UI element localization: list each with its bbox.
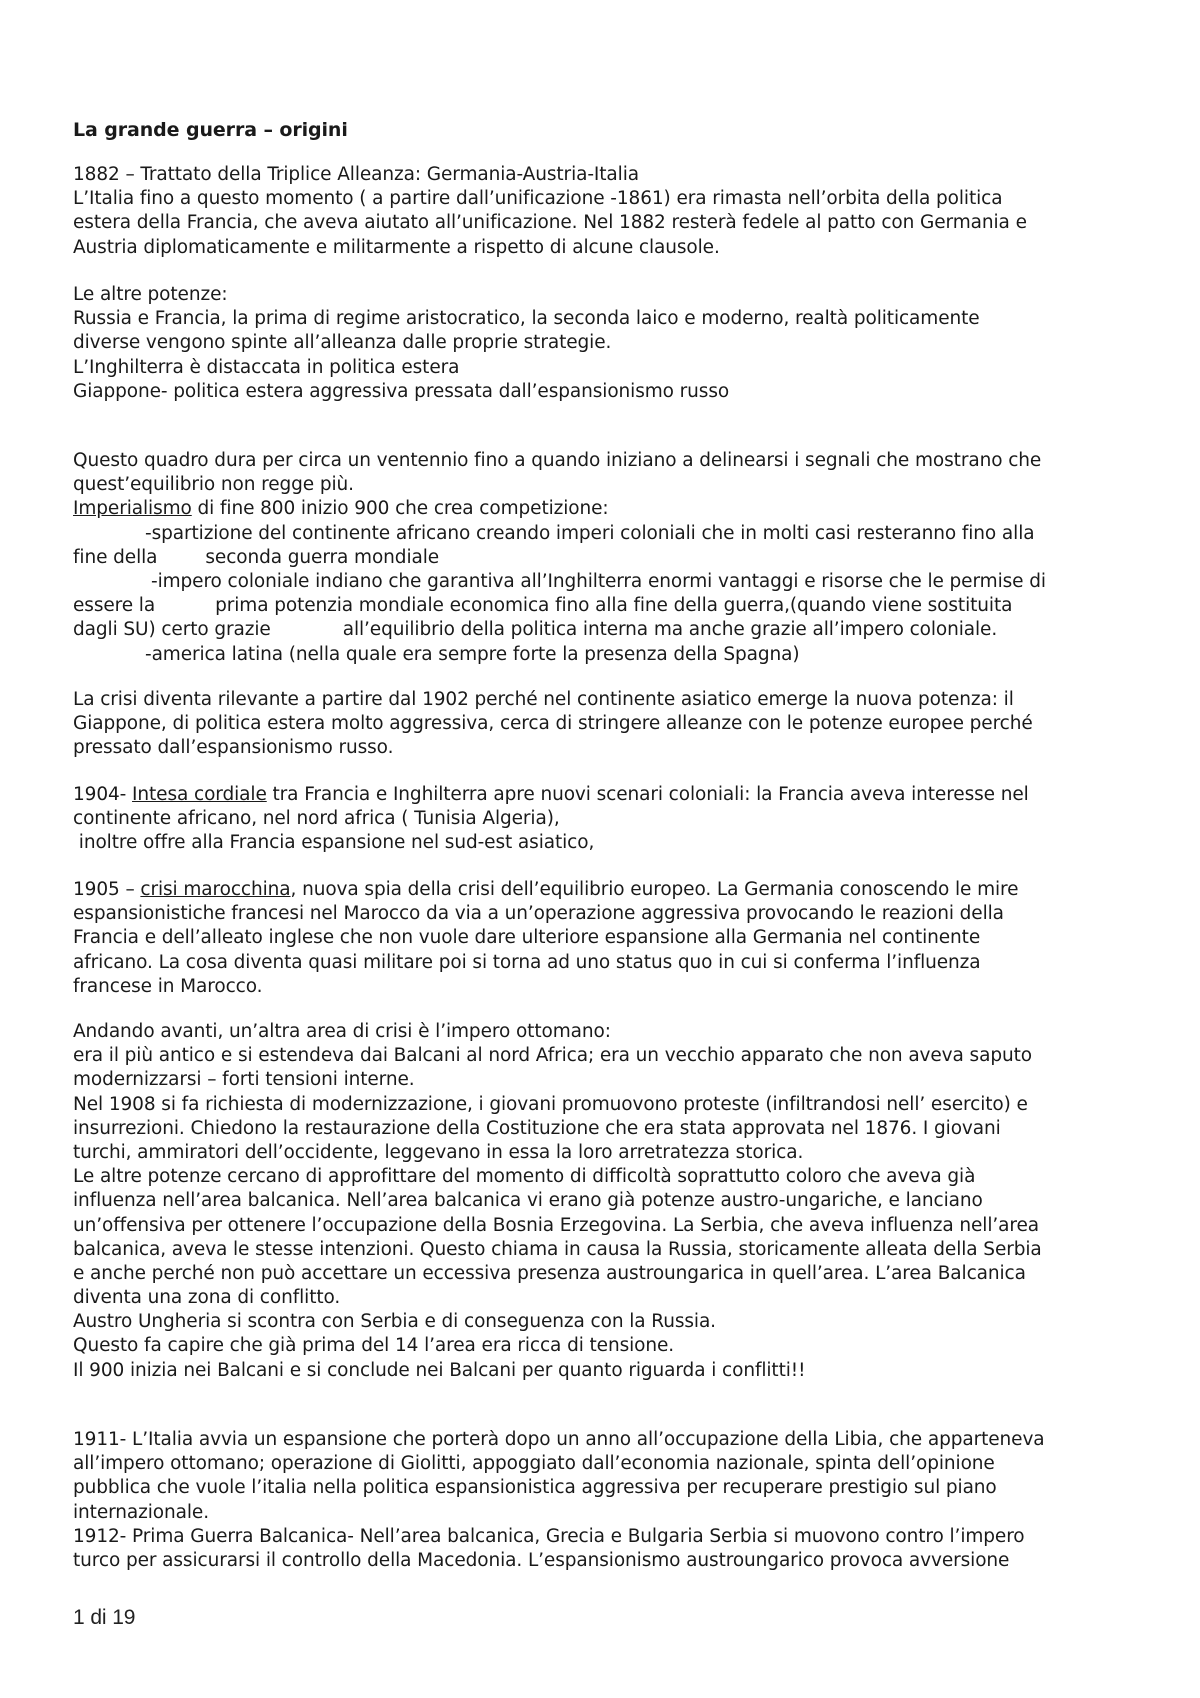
document-title: La grande guerra – origini bbox=[73, 119, 348, 141]
underlined-term: Imperialismo bbox=[73, 498, 192, 520]
text-line: Questo fa capire che già prima del 14 l’area era ricca di tensione. bbox=[73, 1335, 675, 1357]
text-line: un’offensiva per ottenere l’occupazione della Bosnia Erzegovina. La Serbia, che aveva influenza nell’area bbox=[73, 1214, 1039, 1236]
text-line: inoltre offre alla Francia espansione nel sud-est asiatico, bbox=[73, 832, 595, 854]
text-line: -impero coloniale indiano che garantiva all’Inghilterra enormi vantaggi e risorse che le permise di bbox=[151, 570, 1046, 592]
text-line: diverse vengono spinte all’alleanza dalle proprie strategie. bbox=[73, 332, 612, 354]
text-line: pressato dall’espansionismo russo. bbox=[73, 737, 394, 759]
paragraph-intesa-cordiale bbox=[73, 783, 1143, 856]
text-line: balcanica, aveva le stesse intenzioni. Questo chiama in causa la Russia, storicamente alleata della Serbia bbox=[73, 1238, 1042, 1260]
text-span: dagli SU) certo grazie bbox=[73, 619, 271, 641]
text-line: Le altre potenze cercano di approfittare del momento di difficoltà soprattutto coloro che aveva già bbox=[73, 1166, 976, 1188]
text-span: seconda guerra mondiale bbox=[205, 546, 440, 568]
text-line: Francia e dell’alleato inglese che non vuole dare ulteriore espansione alla Germania nel continente bbox=[73, 927, 981, 949]
text-line bbox=[73, 783, 1143, 807]
text-line: Il 900 inizia nei Balcani e si conclude nei Balcani per quanto riguarda i conflitti!! bbox=[73, 1359, 806, 1381]
text-line: continente africano, nel nord africa ( Tunisia Algeria), bbox=[73, 808, 560, 830]
text-line bbox=[73, 618, 1143, 642]
paragraph-imperialismo bbox=[73, 449, 1143, 667]
text-line: L’Inghilterra è distaccata in politica estera bbox=[73, 356, 460, 378]
text-line: -america latina (nella quale era sempre forte la presenza della Spagna) bbox=[145, 643, 800, 665]
text-line bbox=[73, 594, 1143, 618]
text-line: internazionale. bbox=[73, 1501, 209, 1523]
text-line: 1911- L’Italia avvia un espansione che porterà dopo un anno all’occupazione della Libia, che apparteneva bbox=[73, 1429, 1045, 1450]
paragraph-triplice bbox=[73, 163, 1143, 260]
text-line: era il più antico e si estendeva dai Balcani al nord Africa; era un vecchio apparato che non aveva saputo bbox=[73, 1045, 1032, 1067]
underlined-term: crisi marocchina bbox=[140, 879, 291, 900]
text-line bbox=[73, 546, 1143, 570]
text-line: Giappone, di politica estera molto aggressiva, cerca di stringere alleanze con le potenze europee perché bbox=[73, 713, 1033, 735]
text-line: Questo quadro dura per circa un ventennio fino a quando iniziano a delinearsi i segnali che mostrano che bbox=[73, 450, 1042, 471]
text-span: 1904- bbox=[73, 784, 133, 805]
text-span: all’equilibrio della politica interna ma anche grazie all’impero coloniale. bbox=[342, 619, 998, 641]
text-line: Andando avanti, un’altra area di crisi è l’impero ottomano: bbox=[73, 1021, 611, 1042]
text-span: di fine 800 inizio 900 che crea competizione: bbox=[191, 498, 609, 520]
text-line: Austro Ungheria si scontra con Serbia e di conseguenza con la Russia. bbox=[73, 1311, 716, 1333]
text-line: L’Italia fino a questo momento ( a partire dall’unificazione -1861) era rimasta nell’orbita della politica bbox=[73, 188, 1003, 210]
text-line: Giappone- politica estera aggressiva pressata dall’espansionismo russo bbox=[73, 380, 730, 402]
text-line bbox=[73, 878, 1143, 902]
text-line: pubblica che vuole l’italia nella politica espansionistica aggressiva per recuperare prestigio sul piano bbox=[73, 1477, 997, 1499]
text-line: insurrezioni. Chiedono la restaurazione della Costituzione che era stata approvata nel 1876. I giovani bbox=[73, 1117, 1001, 1139]
text-span: prima potenzia mondiale economica fino alla fine della guerra,(quando viene sostituita bbox=[215, 595, 1013, 617]
text-line: 1912- Prima Guerra Balcanica- Nell’area balcanica, Grecia e Bulgaria Serbia si muovono contro l’impero bbox=[73, 1525, 1025, 1547]
text-line: Russia e Francia, la prima di regime aristocratico, la seconda laico e moderno, realtà politicamente bbox=[73, 308, 980, 330]
text-line: estera della Francia, che aveva aiutato all’unificazione. Nel 1882 resterà fedele al patto con Germania e bbox=[73, 212, 1027, 234]
text-line: turchi, ammiratori dell’occidente, leggevano in essa la loro arretratezza storica. bbox=[73, 1141, 804, 1163]
text-line: turco per assicurarsi il controllo della Macedonia. L’espansionismo austroungarico provoca avversione bbox=[73, 1549, 1010, 1571]
paragraph-impero-ottomano bbox=[73, 1020, 1143, 1383]
text-line: -spartizione del continente africano creando imperi coloniali che in molti casi resteranno fino alla bbox=[145, 522, 1035, 544]
text-span: fine della bbox=[73, 546, 158, 568]
text-span: , nuova spia della crisi dell’equilibrio europeo. La Germania conoscendo le mire bbox=[290, 879, 1019, 900]
text-line: Nel 1908 si fa richiesta di modernizzazione, i giovani promuovono proteste (infiltrandosi nell’ esercito) e bbox=[73, 1093, 1028, 1115]
text-line: influenza nell’area balcanica. Nell’area balcanica vi erano già potenze austro-ungariche, e lanciano bbox=[73, 1190, 983, 1212]
text-line: modernizzarsi – forti tensioni interne. bbox=[73, 1069, 415, 1091]
document-page bbox=[73, 0, 1143, 1698]
text-line: francese in Marocco. bbox=[73, 975, 263, 997]
text-line: all’impero ottomano; operazione di Giolitti, appoggiato dall’economia nazionale, spinta dell’opinione bbox=[73, 1453, 995, 1475]
text-line: e anche perché non può accettare un eccessiva presenza austroungarica in quell’area. L’area Balcanica bbox=[73, 1262, 1026, 1284]
text-line: africano. La cosa diventa quasi militare poi si torna ad uno status quo in cui si conferma l’influenza bbox=[73, 951, 981, 973]
paragraph-altre-potenze bbox=[73, 283, 1143, 404]
text-line: Le altre potenze: bbox=[73, 284, 228, 305]
text-span: tra Francia e Inghilterra apre nuovi scenari coloniali: la Francia aveva interesse nel bbox=[266, 784, 1029, 805]
text-span: 1905 – bbox=[73, 879, 141, 900]
text-line: Austria diplomaticamente e militarmente a rispetto di alcune clausole. bbox=[73, 236, 720, 258]
text-span: essere la bbox=[73, 595, 156, 617]
text-line bbox=[73, 497, 1143, 521]
text-line: espansionistiche francesi nel Marocco da via a un’operazione aggressiva provocando le reazioni della bbox=[73, 903, 1004, 925]
paragraph-crisi-marocchina bbox=[73, 878, 1143, 999]
text-line: quest’equilibrio non regge più. bbox=[73, 474, 354, 496]
text-line: La crisi diventa rilevante a partire dal 1902 perché nel continente asiatico emerge la nuova potenza: il bbox=[73, 689, 1014, 710]
underlined-term: Intesa cordiale bbox=[132, 784, 267, 805]
page-number: 1 di 19 bbox=[73, 1606, 136, 1629]
paragraph-1911-1912 bbox=[73, 1428, 1143, 1573]
text-line: diventa una zona di conflitto. bbox=[73, 1287, 341, 1309]
paragraph-crisi-1902 bbox=[73, 688, 1143, 761]
text-line: 1882 – Trattato della Triplice Alleanza: Germania-Austria-Italia bbox=[73, 164, 639, 185]
